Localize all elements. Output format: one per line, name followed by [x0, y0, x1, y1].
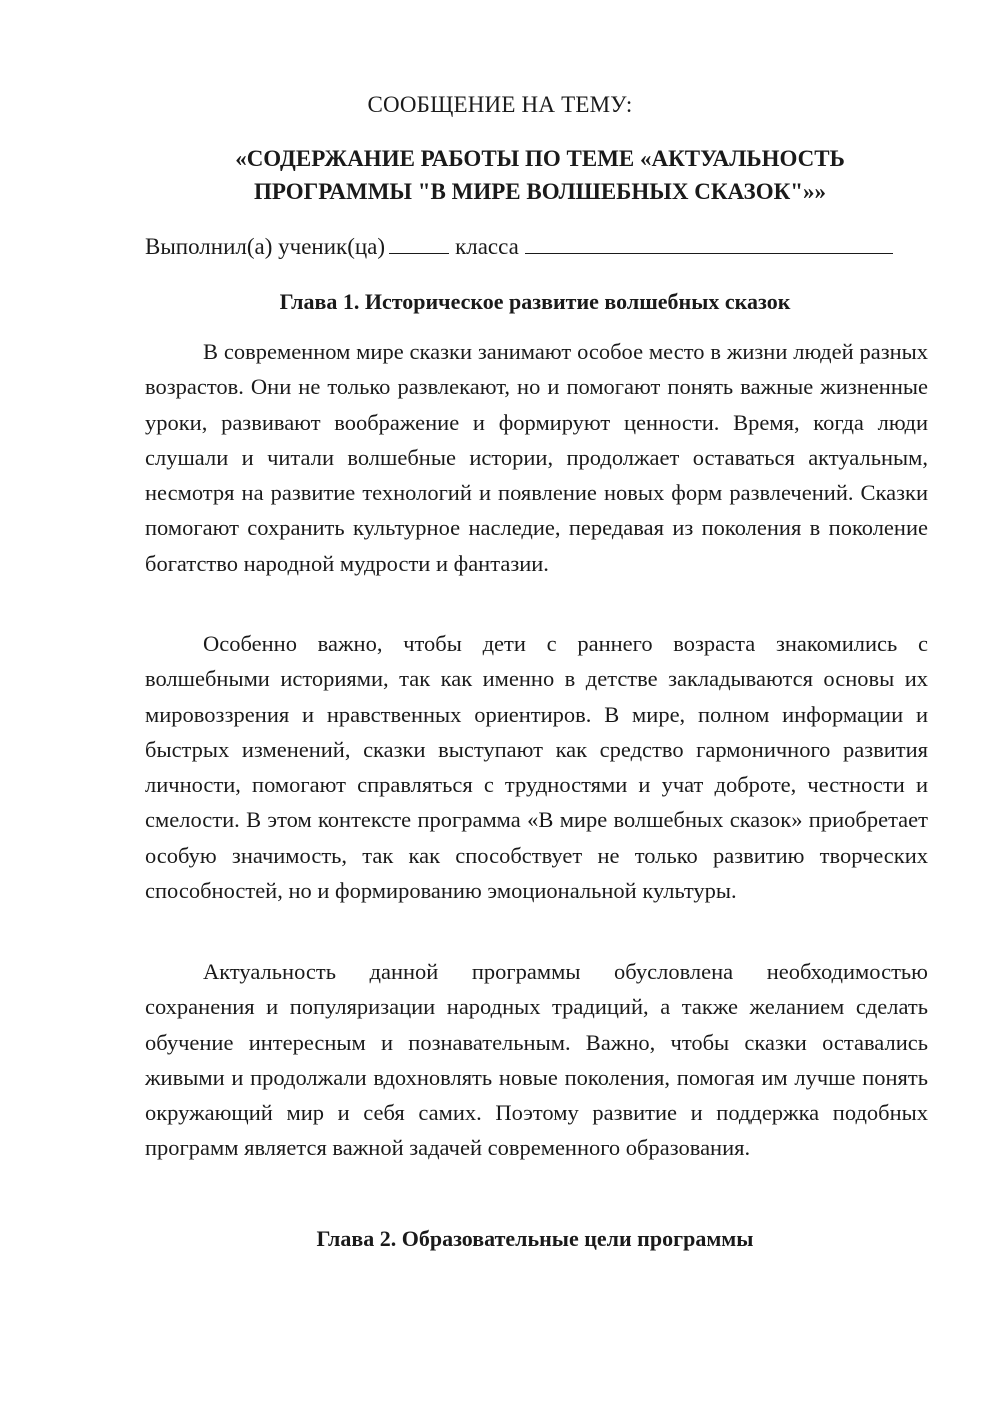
- student-name-blank: [525, 235, 893, 254]
- paragraph-1: В современном мире сказки занимают особое место в жизни людей разных возрастов. Они не только развлекают, но и помогают понять важные жизненные уроки, развивают воображение и формируют ценности. Время, когда люди слушали и читали волшебные истории, продолжает оставаться актуальным, несмотря на развитие технологий и появление новых форм развлечений. Сказки помогают сохранить культурное наследие, передавая из поколения в поколение богатство народной мудрости и фантазии.: [145, 339, 928, 576]
- author-line: [145, 234, 893, 260]
- title-line-1: «СОДЕРЖАНИЕ РАБОТЫ ПО ТЕМЕ «АКТУАЛЬНОСТЬ: [235, 146, 845, 171]
- document-heading: СООБЩЕНИЕ НА ТЕМУ:: [367, 92, 633, 117]
- paragraph-3: Актуальность данной программы обусловлена необходимостью сохранения и популяризации народных традиций, а также желанием сделать обучение интересным и познавательным. Важно, чтобы сказки оставались живыми и продолжали вдохновлять новые поколения, помогая им лучше понять окружающий мир и себя самих. Поэтому развитие и поддержка подобных программ является важной задачей современного образования.: [145, 959, 928, 1161]
- chapter-1-title: Глава 1. Историческое развитие волшебных сказок: [279, 289, 791, 314]
- paragraph-2: Особенно важно, чтобы дети с раннего возраста знакомились с волшебными историями, так как именно в детстве закладываются основы их мировоззрения и нравственных ориентиров. В мире, полном информации и быстрых изменений, сказки выступают как средство гармоничного развития личности, помогают справляться с трудностями и учат доброте, честности и смелости. В этом контексте программа «В мире волшебных сказок» приобретает особую значимость, так как способствует не только развитию творческих способностей, но и формированию эмоциональной культуры.: [145, 631, 928, 904]
- title-line-2: ПРОГРАММЫ "В МИРЕ ВОЛШЕБНЫХ СКАЗОК"»»: [253, 179, 827, 204]
- chapter-2-title: Глава 2. Образовательные цели программы: [316, 1226, 754, 1251]
- document-title: [140, 142, 940, 208]
- class-label: класса: [455, 234, 519, 259]
- class-number-blank: [389, 235, 449, 254]
- author-label: Выполнил(а) ученик(ца): [145, 234, 386, 259]
